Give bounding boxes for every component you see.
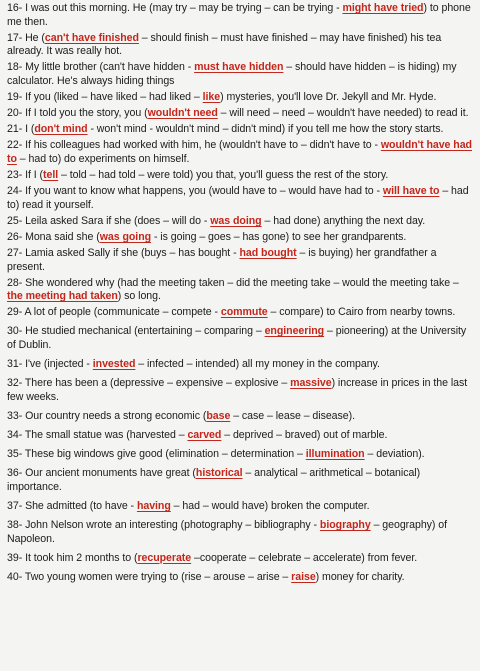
answer-highlight: historical [195, 467, 243, 480]
question-34: 34- The small statue was (harvested – carved – deprived – braved) out of marble. [7, 429, 388, 442]
question-19: 19- If you (liked – have liked – had liked – like) mysteries, you'll love Dr. Jekyll and Mr. Hyde. [7, 91, 437, 104]
answer-highlight: carved [187, 429, 222, 442]
question-text-end: – deprived – braved) out of marble. [221, 429, 388, 442]
question-text: She wondered why (had the meeting taken – did the meeting take – would the meeting take – [25, 276, 459, 289]
question-text-end: – geography) of Napoleon. [7, 519, 448, 545]
question-21: 21- I (don't mind - won't mind - wouldn't mind – didn't mind) if you tell me how the story starts. [7, 123, 444, 136]
question-22: 22- If his colleagues had worked with him, he (wouldn't have to – didn't have to - wouldn't have had to – had to) do experiments on himself. [7, 139, 472, 165]
question-text: Two young women were trying to (rise – arouse – arise – [24, 570, 292, 583]
question-number: 40 [7, 570, 19, 583]
question-text-end: ) money for charity. [315, 570, 405, 583]
question-text-end: – had to) read it yourself. [7, 185, 469, 211]
question-text: My little brother (can't have hidden - [25, 61, 195, 74]
question-text: A lot of people (communicate – compete - [24, 306, 221, 319]
question-text-end: – will need – need – wouldn't have needed) to read it. [217, 107, 469, 120]
question-38: 38- John Nelson wrote an interesting (photography – bibliography - biography – geography) of Napoleon. [7, 519, 448, 545]
question-number: 38 [7, 519, 19, 531]
question-text-end: ) so long. [117, 290, 161, 303]
question-text: John Nelson wrote an interesting (photography – bibliography - [25, 519, 320, 531]
question-text: She admitted (to have - [25, 499, 137, 512]
question-text-end: – case – lease – disease). [230, 409, 355, 422]
question-text: I ( [25, 123, 35, 136]
question-number: 36 [7, 467, 19, 480]
question-text-end: ) to phone me then. [7, 2, 471, 28]
answer-highlight: raise [291, 570, 316, 583]
question-text: The small statue was (harvested – [24, 429, 188, 442]
question-text-end: - won't mind - wouldn't mind – didn't mind) if you tell me how the story starts. [87, 123, 444, 136]
question-number: 34 [7, 429, 19, 442]
question-33: 33- Our country needs a strong economic (base – case – lease – disease). [7, 409, 355, 422]
question-number: 31 [7, 358, 19, 371]
question-text: Our ancient monuments have great ( [25, 467, 196, 480]
answer-highlight: biography [319, 519, 371, 531]
question-39: 39- It took him 2 months to (recuperate –cooperate – celebrate – accelerate) from fever. [7, 551, 418, 564]
question-text-end: – infected – intended) all my money in the company. [135, 358, 380, 371]
answer-highlight: illumination [305, 448, 365, 461]
answer-highlight: had bought [239, 247, 297, 259]
question-text-end: – should have hidden – is hiding) my calculator. He's always hiding things [7, 61, 457, 87]
question-number: 19 [7, 91, 19, 104]
question-number: 20 [7, 107, 19, 120]
answer-highlight: wouldn't need [147, 107, 218, 120]
answer-highlight: base [206, 409, 231, 422]
question-text: If you want to know what happens, you (would have to – would have had to - [25, 185, 383, 198]
question-text: If I told you the story, you ( [25, 107, 148, 120]
question-number: 29 [7, 306, 19, 319]
question-text-end: – should finish – must have finished – may have finished) his tea already. It was really hot. [7, 31, 442, 58]
question-text-end: – told – had told – were told) you that, you'll guess the rest of the story. [58, 169, 389, 182]
answer-highlight: don't mind [34, 123, 88, 136]
question-30: 30- He studied mechanical (entertaining – comparing – engineering – pioneering) at the University of Dublin. [7, 325, 467, 352]
question-text: He ( [25, 31, 45, 44]
question-text-end: – had done) anything the next day. [261, 214, 426, 227]
question-28: 28- She wondered why (had the meeting taken – did the meeting take – would the meeting take – the meeting had taken) so long. [7, 276, 459, 303]
answer-highlight: will have to [382, 185, 440, 198]
question-number: 25 [7, 214, 19, 227]
question-37: 37- She admitted (to have - having – had – would have) broken the computer. [7, 499, 370, 512]
question-26: 26- Mona said she (was going - is going – goes – has gone) to see her grandparents. [7, 230, 407, 243]
answer-highlight: commute [220, 306, 268, 319]
question-number: 30 [7, 325, 19, 338]
question-text-end: – deviation). [364, 448, 425, 461]
question-text: Mona said she ( [25, 230, 100, 243]
question-text: Our country needs a strong economic ( [25, 409, 207, 422]
question-number: 35 [7, 448, 19, 461]
question-number: 37 [7, 499, 19, 512]
question-36: 36- Our ancient monuments have great (historical – analytical – arithmetical – botanical) importance. [7, 467, 421, 493]
question-number: 26 [7, 230, 19, 243]
question-number: 24 [7, 185, 19, 198]
question-text-end: – is buying) her grandfather a present. [7, 247, 437, 273]
question-number: 27 [7, 247, 19, 259]
question-17: 17- He (can't have finished – should finish – must have finished – may have finished) his tea already. It was really hot. [7, 31, 442, 58]
question-number: 33 [7, 409, 19, 422]
question-text: I've (injected - [25, 358, 93, 371]
question-text: If I ( [25, 169, 44, 182]
answer-highlight: like [202, 91, 221, 104]
question-25: 25- Leila asked Sara if she (does – will do - was doing – had done) anything the next day. [7, 214, 426, 227]
question-text: I was out this morning. He (may try – may be trying – can be trying - [25, 2, 343, 14]
question-text-end: – had – would have) broken the computer. [170, 499, 370, 512]
question-text-end: ) increase in prices in the last few weeks. [7, 377, 468, 403]
question-24: 24- If you want to know what happens, you (would have to – would have had to - will have to – had to) read it yourself. [7, 185, 469, 211]
answer-highlight: can't have finished [44, 31, 139, 44]
question-text: Leila asked Sara if she (does – will do - [25, 214, 211, 227]
question-32: 32- There has been a (depressive – expensive – explosive – massive) increase in prices in the last few weeks. [7, 377, 468, 403]
question-number: 39 [7, 551, 19, 564]
question-number: 32 [7, 377, 19, 390]
question-text: There has been a (depressive – expensive – explosive – [24, 377, 291, 390]
question-31: 31- I've (injected - invested – infected – intended) all my money in the company. [7, 358, 380, 371]
answer-highlight: the meeting had taken [7, 290, 118, 303]
question-text: If you (liked – have liked – had liked – [25, 91, 203, 104]
answer-highlight: massive [290, 377, 332, 390]
answer-highlight: invested [92, 358, 136, 371]
answer-highlight: having [136, 499, 171, 512]
question-text-end: – pioneering) at the University of Dublin. [7, 325, 467, 352]
question-text-end: ) mysteries, you'll love Dr. Jekyll and Mr. Hyde. [220, 91, 437, 104]
answer-highlight: was going [99, 230, 152, 243]
question-number: 28 [7, 276, 19, 289]
question-number: 18 [7, 61, 19, 74]
question-text: These big windows give good (elimination – determination – [24, 448, 306, 461]
answer-highlight: wouldn't have had to [7, 139, 472, 165]
question-text: It took him 2 months to ( [25, 551, 138, 564]
question-text-end: – compare) to Cairo from nearby towns. [267, 306, 456, 319]
question-35: 35- These big windows give good (elimination – determination – illumination – deviation). [7, 448, 425, 461]
question-text-end: – had to) do experiments on himself. [16, 152, 190, 165]
question-text-end: – analytical – arithmetical – botanical) importance. [7, 467, 421, 493]
question-number: 21 [7, 123, 19, 136]
question-40: 40- Two young women were trying to (rise – arouse – arise – raise) money for charity. [7, 570, 405, 583]
answer-highlight: might have tried [342, 2, 424, 14]
question-23: 23- If I (tell – told – had told – were told) you that, you'll guess the rest of the story. [7, 169, 389, 182]
question-number: 17 [7, 31, 19, 44]
question-text-end: - is going – goes – has gone) to see her grandparents. [151, 230, 407, 243]
question-text: Lamia asked Sally if she (buys – has bought - [25, 247, 240, 259]
question-text-end: –cooperate – celebrate – accelerate) from fever. [191, 551, 418, 564]
question-27: 27- Lamia asked Sally if she (buys – has bought - had bought – is buying) her grandfather a present. [7, 247, 437, 273]
answer-highlight: was doing [210, 214, 262, 227]
question-20: 20- If I told you the story, you (wouldn't need – will need – need – wouldn't have needed) to read it. [7, 107, 469, 120]
answer-highlight: must have hidden [194, 61, 284, 74]
question-18: 18- My little brother (can't have hidden - must have hidden – should have hidden – is hiding) my calculator. He's always hiding things [7, 61, 457, 87]
answer-highlight: recuperate [137, 551, 192, 564]
question-number: 22 [7, 139, 19, 152]
question-number: 16 [7, 2, 19, 14]
question-number: 23 [7, 169, 19, 182]
question-16: 16- I was out this morning. He (may try – may be trying – can be trying - might have tried) to phone me then. [7, 2, 471, 28]
answer-highlight: tell [43, 169, 59, 182]
question-text: If his colleagues had worked with him, he (wouldn't have to – didn't have to - [25, 139, 381, 152]
question-text: He studied mechanical (entertaining – comparing – [25, 325, 265, 338]
answer-highlight: engineering [264, 325, 325, 338]
question-29: 29- A lot of people (communicate – compete - commute – compare) to Cairo from nearby towns. [7, 306, 456, 319]
